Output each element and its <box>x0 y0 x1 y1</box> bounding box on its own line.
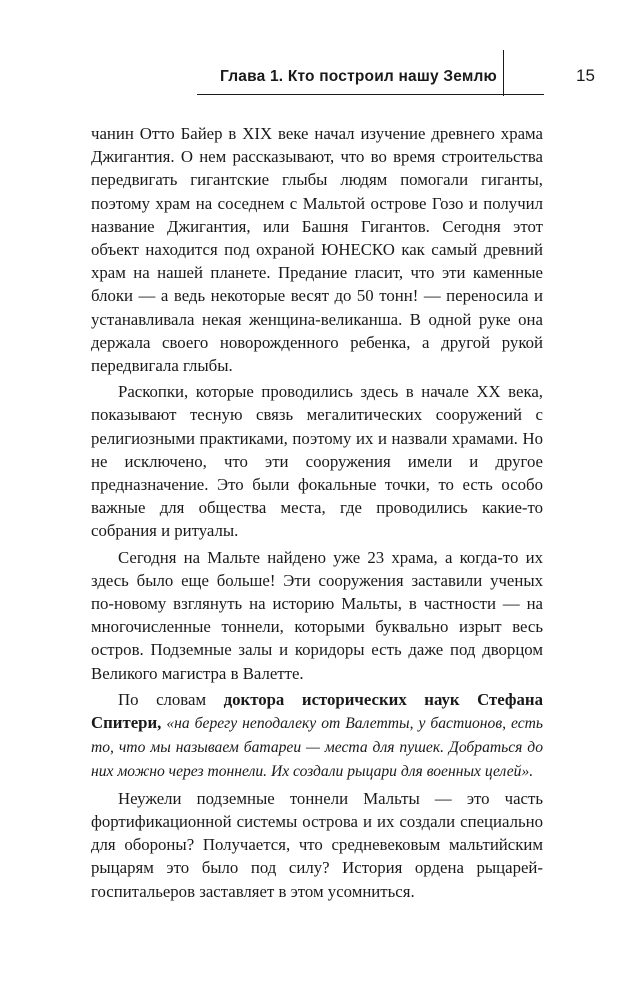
page-number: 15 <box>576 66 595 85</box>
paragraph-4 <box>91 688 543 784</box>
header-divider <box>503 50 504 96</box>
paragraph-5: Неужели подземные тоннели Мальты — это часть фортификационной системы острова и их создали специально для обороны? Получается, что средневековым мальтийским рыцарям это было под силу? История ордена рыцарей-госпитальеров заставляет в этом усомниться. <box>91 788 543 901</box>
paragraph-1: чанин Отто Байер в XIX веке начал изучение древнего храма Джигантия. О нем рассказывают, что во время строительства передвигать гигантские глыбы людям помогали гиганты, поэтому храм на соседнем с Мальтой острове Гозо и получил название Джигантия, или Башня Гигантов. Сегодня этот объект находится под охраной ЮНЕСКО как самый древний храм на нашей планете. Предание гласит, что эти каменные блоки — а ведь некоторые весят до 50 тонн! — переносила и устанавливала некая женщина-великанша. В одной руке она держала своего новорожденного ребенка, а другой рукой передвигала глыбы. <box>91 124 543 376</box>
header-rule <box>197 94 544 95</box>
page-body <box>91 122 543 903</box>
chapter-title: Глава 1. Кто построил нашу Землю <box>220 68 497 85</box>
expert-quote: «на берегу неподалеку от Валетты, у бастионов, есть то, что мы называем батареи — места для пушек. Добраться до них можно через тоннели. Их создали рыцари для военных целей». <box>91 715 543 781</box>
expert-name: доктора исторических наук Стефана Спитери, <box>91 689 543 733</box>
running-head <box>60 50 595 96</box>
paragraph-3: Сегодня на Мальте найдено уже 23 храма, а когда-то их здесь было еще больше! Эти сооружения заставили ученых по-новому взглянуть на историю Мальты, в частности — на многочисленные тоннели, которыми буквально изрыт весь остров. Подземные залы и коридоры есть даже под дворцом Великого магистра в Валетте. <box>91 547 543 683</box>
paragraph-4-intro: По словам <box>118 689 224 709</box>
paragraph-2: Раскопки, которые проводились здесь в начале XX века, показывают тесную связь мегалитических сооружений с религиозными практиками, поэтому их и назвали храмами. Но не исключено, что эти сооружения имели и другое предназначение. Это были фокальные точки, то есть особо важные для общества места, где проводились какие-то собрания и ритуалы. <box>91 382 543 541</box>
